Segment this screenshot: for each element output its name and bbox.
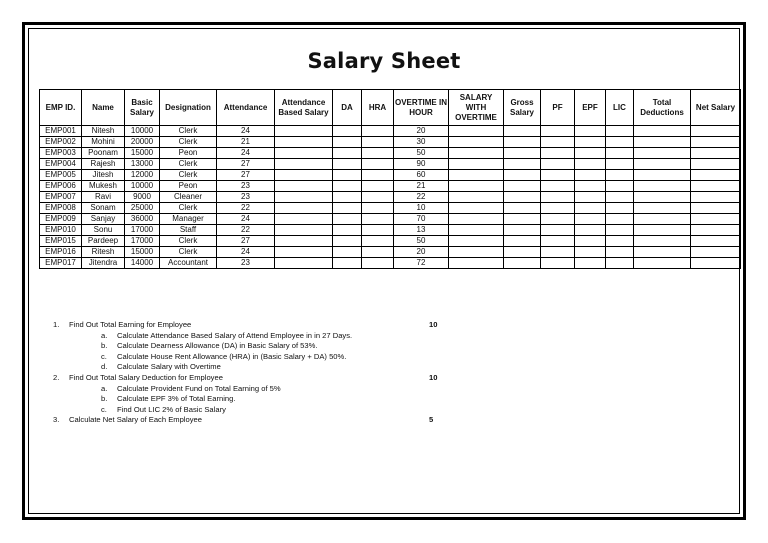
table-row (40, 181, 741, 192)
cell-emp-id: EMP008 (40, 203, 82, 214)
cell-attendance: 21 (217, 137, 275, 148)
cell-pf (541, 247, 575, 258)
cell-hra (362, 214, 394, 225)
header-lic: LIC (606, 90, 634, 126)
cell-pf (541, 258, 575, 269)
cell-name: Jitendra (82, 258, 125, 269)
cell-lic (606, 148, 634, 159)
sub-question-text: Calculate House Rent Allowance (HRA) in (Basic Salary + DA) 50%. (117, 351, 347, 361)
cell-basic-salary: 10000 (125, 126, 160, 137)
table-row (40, 137, 741, 148)
question-item (53, 320, 453, 331)
sub-question-item (53, 405, 453, 416)
table-row (40, 203, 741, 214)
cell-attendance: 24 (217, 148, 275, 159)
salary-table (39, 89, 741, 269)
cell-salary-with-overtime (449, 258, 504, 269)
cell-designation: Cleaner (160, 192, 217, 203)
cell-gross-salary (504, 148, 541, 159)
sub-question-text: Calculate EPF 3% of Total Earning. (117, 394, 236, 404)
cell-overtime-hours: 21 (394, 181, 449, 192)
cell-net-salary (691, 159, 741, 170)
cell-total-deductions (634, 192, 691, 203)
header-epf: EPF (575, 90, 606, 126)
cell-gross-salary (504, 159, 541, 170)
cell-net-salary (691, 236, 741, 247)
cell-total-deductions (634, 225, 691, 236)
cell-basic-salary: 15000 (125, 148, 160, 159)
cell-emp-id: EMP007 (40, 192, 82, 203)
sub-question-item (53, 341, 453, 352)
sub-question-letter: c. (101, 404, 107, 414)
cell-da (333, 181, 362, 192)
cell-lic (606, 203, 634, 214)
cell-gross-salary (504, 225, 541, 236)
cell-name: Sonu (82, 225, 125, 236)
cell-attendance-based-salary (275, 203, 333, 214)
cell-designation: Clerk (160, 170, 217, 181)
cell-net-salary (691, 214, 741, 225)
header-gross-salary: Gross Salary (504, 90, 541, 126)
cell-emp-id: EMP001 (40, 126, 82, 137)
question-marks: 10 (429, 320, 438, 329)
cell-salary-with-overtime (449, 192, 504, 203)
cell-pf (541, 126, 575, 137)
header-designation: Designation (160, 90, 217, 126)
cell-total-deductions (634, 126, 691, 137)
table-row (40, 148, 741, 159)
cell-attendance-based-salary (275, 225, 333, 236)
cell-name: Mohini (82, 137, 125, 148)
cell-gross-salary (504, 126, 541, 137)
cell-attendance: 23 (217, 258, 275, 269)
cell-attendance: 27 (217, 170, 275, 181)
cell-net-salary (691, 192, 741, 203)
cell-attendance-based-salary (275, 137, 333, 148)
table-row (40, 236, 741, 247)
cell-total-deductions (634, 181, 691, 192)
cell-pf (541, 236, 575, 247)
cell-da (333, 137, 362, 148)
sub-question-text: Calculate Provident Fund on Total Earning of 5% (117, 383, 281, 393)
cell-emp-id: EMP003 (40, 148, 82, 159)
cell-epf (575, 148, 606, 159)
cell-pf (541, 159, 575, 170)
cell-da (333, 203, 362, 214)
header-name: Name (82, 90, 125, 126)
question-text: Calculate Net Salary of Each Employee (69, 415, 202, 425)
cell-da (333, 126, 362, 137)
table-row (40, 159, 741, 170)
cell-designation: Clerk (160, 236, 217, 247)
table-row (40, 247, 741, 258)
cell-hra (362, 181, 394, 192)
cell-attendance: 22 (217, 225, 275, 236)
sub-question-item (53, 362, 453, 373)
cell-designation: Clerk (160, 137, 217, 148)
sub-question-letter: b. (101, 394, 108, 404)
cell-total-deductions (634, 159, 691, 170)
cell-name: Pardeep (82, 236, 125, 247)
header-pf: PF (541, 90, 575, 126)
cell-basic-salary: 20000 (125, 137, 160, 148)
cell-da (333, 225, 362, 236)
cell-lic (606, 258, 634, 269)
cell-attendance: 23 (217, 181, 275, 192)
cell-salary-with-overtime (449, 181, 504, 192)
sub-question-item (53, 394, 453, 405)
cell-net-salary (691, 247, 741, 258)
cell-hra (362, 192, 394, 203)
cell-attendance-based-salary (275, 148, 333, 159)
header-net-salary: Net Salary (691, 90, 741, 126)
cell-attendance-based-salary (275, 236, 333, 247)
cell-net-salary (691, 137, 741, 148)
cell-net-salary (691, 225, 741, 236)
question-number: 1. (53, 320, 60, 329)
cell-lic (606, 214, 634, 225)
cell-designation: Peon (160, 148, 217, 159)
cell-basic-salary: 14000 (125, 258, 160, 269)
cell-total-deductions (634, 170, 691, 181)
cell-epf (575, 159, 606, 170)
cell-epf (575, 236, 606, 247)
header-overtime-hours: OVERTIME IN HOUR (394, 90, 449, 126)
cell-overtime-hours: 30 (394, 137, 449, 148)
cell-overtime-hours: 72 (394, 258, 449, 269)
cell-lic (606, 181, 634, 192)
cell-name: Rajesh (82, 159, 125, 170)
cell-overtime-hours: 90 (394, 159, 449, 170)
sub-question-letter: a. (101, 330, 108, 340)
cell-salary-with-overtime (449, 159, 504, 170)
cell-net-salary (691, 148, 741, 159)
cell-name: Nitesh (82, 126, 125, 137)
cell-lic (606, 192, 634, 203)
cell-name: Jitesh (82, 170, 125, 181)
cell-lic (606, 159, 634, 170)
cell-epf (575, 247, 606, 258)
question-item (53, 415, 453, 426)
header-emp-id: EMP ID. (40, 90, 82, 126)
cell-pf (541, 137, 575, 148)
header-attendance-based-salary: Attendance Based Salary (275, 90, 333, 126)
table-header-row (40, 90, 741, 126)
cell-salary-with-overtime (449, 236, 504, 247)
cell-name: Sonam (82, 203, 125, 214)
cell-epf (575, 225, 606, 236)
cell-attendance-based-salary (275, 192, 333, 203)
cell-overtime-hours: 20 (394, 126, 449, 137)
cell-name: Ravi (82, 192, 125, 203)
cell-gross-salary (504, 247, 541, 258)
cell-attendance: 24 (217, 247, 275, 258)
cell-basic-salary: 12000 (125, 170, 160, 181)
cell-lic (606, 236, 634, 247)
cell-basic-salary: 25000 (125, 203, 160, 214)
cell-hra (362, 225, 394, 236)
cell-pf (541, 192, 575, 203)
cell-hra (362, 258, 394, 269)
cell-hra (362, 236, 394, 247)
question-text: Find Out Total Earning for Employee (69, 320, 192, 329)
cell-hra (362, 126, 394, 137)
table-row (40, 258, 741, 269)
cell-name: Ritesh (82, 247, 125, 258)
cell-attendance-based-salary (275, 159, 333, 170)
cell-overtime-hours: 22 (394, 192, 449, 203)
cell-basic-salary: 13000 (125, 159, 160, 170)
cell-salary-with-overtime (449, 214, 504, 225)
cell-gross-salary (504, 203, 541, 214)
sub-question-item (53, 384, 453, 395)
cell-designation: Peon (160, 181, 217, 192)
cell-attendance: 23 (217, 192, 275, 203)
cell-salary-with-overtime (449, 126, 504, 137)
cell-attendance-based-salary (275, 258, 333, 269)
cell-gross-salary (504, 181, 541, 192)
cell-epf (575, 214, 606, 225)
cell-total-deductions (634, 247, 691, 258)
cell-pf (541, 170, 575, 181)
sub-question-letter: c. (101, 351, 107, 361)
cell-da (333, 214, 362, 225)
cell-total-deductions (634, 236, 691, 247)
cell-overtime-hours: 60 (394, 170, 449, 181)
cell-basic-salary: 36000 (125, 214, 160, 225)
cell-basic-salary: 10000 (125, 181, 160, 192)
cell-designation: Manager (160, 214, 217, 225)
cell-total-deductions (634, 203, 691, 214)
cell-epf (575, 203, 606, 214)
cell-attendance-based-salary (275, 214, 333, 225)
cell-salary-with-overtime (449, 148, 504, 159)
cell-overtime-hours: 10 (394, 203, 449, 214)
cell-lic (606, 225, 634, 236)
header-da: DA (333, 90, 362, 126)
cell-gross-salary (504, 137, 541, 148)
cell-da (333, 236, 362, 247)
sub-question-text: Calculate Attendance Based Salary of Attend Employee in in 27 Days. (117, 330, 353, 340)
document-inner-border (28, 28, 740, 514)
cell-basic-salary: 15000 (125, 247, 160, 258)
cell-emp-id: EMP017 (40, 258, 82, 269)
cell-salary-with-overtime (449, 203, 504, 214)
cell-salary-with-overtime (449, 247, 504, 258)
cell-epf (575, 258, 606, 269)
cell-attendance-based-salary (275, 247, 333, 258)
cell-lic (606, 126, 634, 137)
cell-emp-id: EMP005 (40, 170, 82, 181)
question-number: 3. (53, 415, 60, 425)
cell-pf (541, 203, 575, 214)
question-marks: 10 (429, 372, 438, 382)
cell-attendance-based-salary (275, 181, 333, 192)
cell-epf (575, 181, 606, 192)
cell-name: Poonam (82, 148, 125, 159)
cell-name: Mukesh (82, 181, 125, 192)
cell-da (333, 170, 362, 181)
cell-net-salary (691, 258, 741, 269)
cell-designation: Accountant (160, 258, 217, 269)
cell-overtime-hours: 70 (394, 214, 449, 225)
cell-attendance: 24 (217, 126, 275, 137)
cell-epf (575, 137, 606, 148)
header-attendance: Attendance (217, 90, 275, 126)
table-row (40, 192, 741, 203)
cell-epf (575, 126, 606, 137)
cell-lic (606, 137, 634, 148)
cell-total-deductions (634, 258, 691, 269)
table-row (40, 214, 741, 225)
sub-question-letter: b. (101, 341, 108, 351)
cell-hra (362, 159, 394, 170)
header-hra: HRA (362, 90, 394, 126)
cell-total-deductions (634, 137, 691, 148)
cell-designation: Clerk (160, 159, 217, 170)
cell-overtime-hours: 20 (394, 247, 449, 258)
cell-salary-with-overtime (449, 137, 504, 148)
cell-emp-id: EMP002 (40, 137, 82, 148)
cell-da (333, 148, 362, 159)
cell-epf (575, 170, 606, 181)
question-item (53, 373, 453, 384)
cell-gross-salary (504, 192, 541, 203)
cell-total-deductions (634, 214, 691, 225)
table-row (40, 126, 741, 137)
header-basic-salary: Basic Salary (125, 90, 160, 126)
cell-salary-with-overtime (449, 170, 504, 181)
cell-basic-salary: 9000 (125, 192, 160, 203)
cell-emp-id: EMP006 (40, 181, 82, 192)
cell-gross-salary (504, 214, 541, 225)
cell-total-deductions (634, 148, 691, 159)
cell-da (333, 159, 362, 170)
cell-overtime-hours: 50 (394, 236, 449, 247)
sub-question-text: Find Out LIC 2% of Basic Salary (117, 404, 226, 414)
table-body (40, 126, 741, 269)
cell-net-salary (691, 181, 741, 192)
page-title: Salary Sheet (307, 49, 461, 73)
cell-basic-salary: 17000 (125, 225, 160, 236)
cell-emp-id: EMP009 (40, 214, 82, 225)
cell-pf (541, 181, 575, 192)
cell-attendance-based-salary (275, 126, 333, 137)
cell-pf (541, 225, 575, 236)
cell-emp-id: EMP016 (40, 247, 82, 258)
cell-hra (362, 247, 394, 258)
cell-emp-id: EMP015 (40, 236, 82, 247)
cell-net-salary (691, 170, 741, 181)
sub-question-text: Calculate Dearness Allowance (DA) in Basic Salary of 53%. (117, 341, 318, 351)
cell-da (333, 247, 362, 258)
cell-attendance-based-salary (275, 170, 333, 181)
question-text: Find Out Total Salary Deduction for Employee (69, 372, 223, 382)
cell-epf (575, 192, 606, 203)
cell-gross-salary (504, 258, 541, 269)
cell-net-salary (691, 203, 741, 214)
question-number: 2. (53, 372, 60, 382)
sub-question-item (53, 331, 453, 342)
question-marks: 5 (429, 415, 434, 425)
cell-designation: Clerk (160, 126, 217, 137)
cell-da (333, 258, 362, 269)
sub-question-letter: a. (101, 383, 108, 393)
cell-designation: Clerk (160, 247, 217, 258)
cell-emp-id: EMP010 (40, 225, 82, 236)
cell-emp-id: EMP004 (40, 159, 82, 170)
cell-lic (606, 170, 634, 181)
header-salary-with-overtime: SALARY WITH OVERTIME (449, 90, 504, 126)
cell-designation: Clerk (160, 203, 217, 214)
sub-question-letter: d. (101, 362, 108, 372)
cell-attendance: 22 (217, 203, 275, 214)
cell-pf (541, 148, 575, 159)
cell-name: Sanjay (82, 214, 125, 225)
cell-attendance: 27 (217, 236, 275, 247)
table-row (40, 225, 741, 236)
cell-hra (362, 203, 394, 214)
assignment-questions (53, 320, 453, 426)
cell-gross-salary (504, 170, 541, 181)
cell-salary-with-overtime (449, 225, 504, 236)
cell-designation: Staff (160, 225, 217, 236)
cell-gross-salary (504, 236, 541, 247)
cell-overtime-hours: 13 (394, 225, 449, 236)
sub-question-text: Calculate Salary with Overtime (117, 362, 221, 372)
cell-net-salary (691, 126, 741, 137)
cell-da (333, 192, 362, 203)
cell-hra (362, 137, 394, 148)
cell-attendance: 27 (217, 159, 275, 170)
document-frame (22, 22, 746, 520)
cell-overtime-hours: 50 (394, 148, 449, 159)
cell-lic (606, 247, 634, 258)
table-row (40, 170, 741, 181)
cell-basic-salary: 17000 (125, 236, 160, 247)
header-total-deductions: Total Deductions (634, 90, 691, 126)
cell-pf (541, 214, 575, 225)
sub-question-item (53, 352, 453, 363)
cell-hra (362, 148, 394, 159)
cell-attendance: 24 (217, 214, 275, 225)
cell-hra (362, 170, 394, 181)
